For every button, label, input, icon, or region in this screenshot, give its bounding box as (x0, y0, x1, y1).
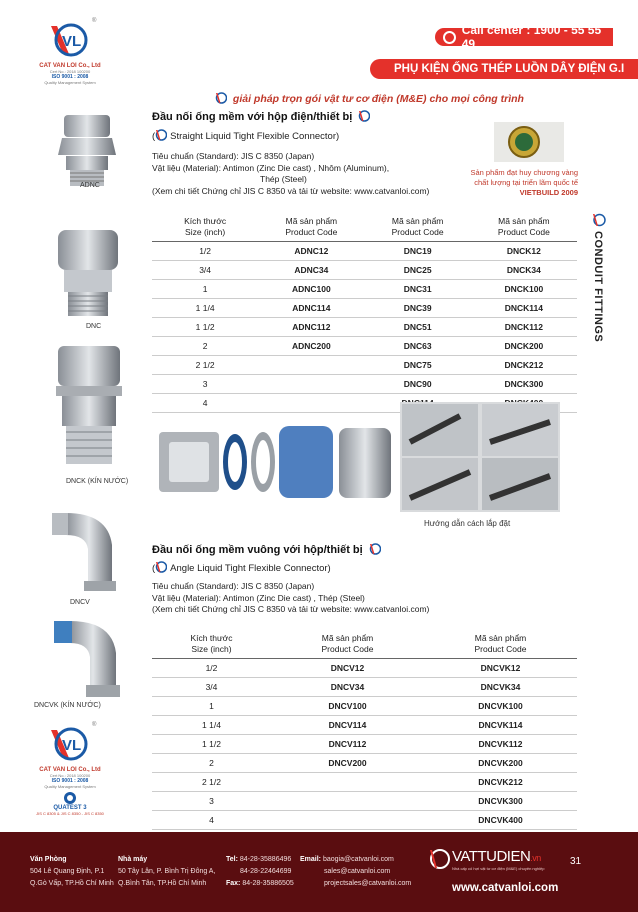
size-cell: 2 1/2 (152, 356, 258, 375)
header-vi: Mã sản phẩm (391, 216, 444, 226)
cvl-mini-logo-icon (369, 543, 381, 555)
dnck-label: DNCK (KÍN NƯỚC) (66, 478, 129, 485)
size-cell: 2 1/2 (152, 773, 271, 792)
table-row (152, 337, 577, 356)
table-body (152, 242, 577, 413)
product-code-cell: DNCVK12 (424, 659, 577, 678)
cert-number: Cert No.: 2018 100200 (49, 773, 91, 778)
cvl-logo-icon (47, 18, 93, 58)
registered-mark: ® (92, 18, 97, 24)
product-code-cell (258, 356, 364, 375)
office-address-2: Q.Gò Vấp, TP.Hồ Chí Minh (30, 880, 114, 887)
product-code-cell: DNCVK112 (424, 735, 577, 754)
header-vi: Mã sản phẩm (474, 633, 527, 643)
header-en: Product Code (391, 227, 444, 237)
factory-address-1: 50 Tây Lân, P. Bình Trị Đông A, (118, 868, 216, 875)
cvl-logo-icon (47, 722, 93, 762)
phone-info (226, 854, 294, 890)
size-cell: 1/2 (152, 242, 258, 261)
table-header (365, 213, 471, 242)
table-row (152, 356, 577, 375)
cvl-mini-logo-icon (215, 92, 227, 104)
table-row (152, 659, 577, 678)
product-code-cell: DNCK100 (471, 280, 577, 299)
product-code-cell: ADNC34 (258, 261, 364, 280)
table-row (152, 773, 577, 792)
product-code-cell: ADNC112 (258, 318, 364, 337)
table-row (152, 261, 577, 280)
product-code-cell: DNCVK114 (424, 716, 577, 735)
email-label: Email: (300, 856, 322, 863)
section1-subtitle (152, 129, 339, 142)
product-code-cell: DNC25 (365, 261, 471, 280)
table-header (271, 630, 424, 659)
brand-tagline: Nhà cấp cố hợi vật tư cơ điện (M&E) chuyên nghiệp (452, 866, 545, 871)
header-en: Product Code (321, 644, 374, 654)
product-code-cell: ADNC100 (258, 280, 364, 299)
dncv-label: DNCV (70, 599, 90, 606)
fitting-parts-image (155, 402, 405, 512)
qms-label: Quality Management System (44, 80, 96, 85)
product-code-cell: DNCK114 (471, 299, 577, 318)
product-code-cell (271, 773, 424, 792)
header-en: Product Code (474, 644, 527, 654)
product-code-cell: DNCV114 (271, 716, 424, 735)
spec-material: Vật liệu (Material): Antimon (Zinc Die cast) , Thép (Steel) (152, 592, 365, 603)
adnc-product-image (32, 110, 142, 190)
table-row (152, 735, 577, 754)
award-event: VIETBUILD 2009 (519, 188, 578, 197)
table-header (424, 630, 577, 659)
side-category-label (584, 225, 614, 345)
installation-steps-image (400, 402, 560, 512)
size-cell: 4 (152, 394, 258, 413)
registered-mark: ® (92, 722, 97, 728)
product-code-cell: ADNC12 (258, 242, 364, 261)
size-cell: 1 1/2 (152, 735, 271, 754)
jis-label: JIS C 8305 & JIS C 8350 - JIS C 8350 (36, 811, 104, 816)
dncvk-label: DNCVK (KÍN NƯỚC) (34, 702, 101, 709)
award-medal-image (494, 122, 564, 162)
table-row (152, 716, 577, 735)
table-row (152, 697, 577, 716)
product-code-cell: DNCV112 (271, 735, 424, 754)
company-name: CAT VAN LOI Co., Ltd (39, 767, 101, 773)
side-label-text: CONDUIT FITTINGS (592, 231, 604, 343)
product-code-cell: DNC39 (365, 299, 471, 318)
size-cell: 1 1/4 (152, 716, 271, 735)
header-en: Product Code (497, 227, 550, 237)
cvl-mini-logo-icon (155, 129, 167, 141)
product-code-cell: DNC31 (365, 280, 471, 299)
table-body (152, 659, 577, 830)
product-code-cell (271, 792, 424, 811)
footer (0, 832, 638, 912)
brand-text: VATTUDIEN (452, 848, 531, 865)
section2-subtitle (152, 561, 331, 574)
product-code-cell: ADNC200 (258, 337, 364, 356)
paren-open: ( (152, 563, 156, 574)
product-code-cell: DNCK300 (471, 375, 577, 394)
office-label: Văn Phòng (30, 856, 67, 863)
spec-standard: Tiêu chuẩn (Standard): JIS C 8350 (Japan) (152, 581, 315, 591)
product-code-cell: DNCK112 (471, 318, 577, 337)
cert-number: Cert No.: 2018 100200 (49, 69, 91, 74)
product-code-cell: DNCVK300 (424, 792, 577, 811)
product-code-cell: DNCK12 (471, 242, 577, 261)
size-cell: 2 (152, 337, 258, 356)
cvl-mini-logo-icon (155, 561, 167, 573)
section2-specs (152, 581, 472, 616)
size-cell: 1 (152, 697, 271, 716)
install-caption: Hướng dẫn cách lắp đặt (424, 519, 511, 528)
factory-label: Nhà máy (118, 856, 148, 863)
iso-label: ISO 9001 : 2008 (51, 74, 89, 80)
header-vi: Mã sản phẩm (498, 216, 550, 226)
size-cell: 3/4 (152, 678, 271, 697)
header-en: Size (inch) (191, 644, 232, 654)
phone-icon (443, 31, 456, 44)
brand-name (452, 848, 541, 865)
table-row (152, 242, 577, 261)
tel-2[interactable]: 84-28-22464699 (240, 868, 292, 875)
product-code-cell: DNCVK34 (424, 678, 577, 697)
size-cell: 1/2 (152, 659, 271, 678)
table-row (152, 792, 577, 811)
header-vi: Kích thước (190, 633, 233, 643)
table-row (152, 299, 577, 318)
tel-1[interactable]: 84-28-35886496 (239, 856, 292, 863)
header-vi: Mã sản phẩm (321, 633, 374, 643)
section2-title-en: Angle Liquid Tight Flexible Connector) (170, 563, 331, 574)
quatest-label: QUATEST 3 (53, 805, 87, 811)
size-cell: 1 1/2 (152, 318, 258, 337)
product-code-cell: DNCV200 (271, 754, 424, 773)
dnc-product-image (38, 222, 138, 322)
product-code-cell: DNCVK200 (424, 754, 577, 773)
size-cell: 3/4 (152, 261, 258, 280)
fax-label: Fax: (226, 880, 241, 887)
size-cell: 3 (152, 792, 271, 811)
call-center-text: Call center : 1900 - 55 55 49 (461, 23, 602, 51)
company-name: CAT VAN LOI Co., Ltd (39, 63, 101, 69)
website-link[interactable]: www.catvanloi.com (452, 882, 559, 894)
email-2[interactable]: sales@catvanloi.com (324, 868, 391, 875)
size-cell: 4 (152, 811, 271, 830)
factory-info (118, 854, 215, 890)
company-logo-bottom (30, 722, 110, 816)
product-code-cell: DNC90 (365, 375, 471, 394)
page-number: 31 (570, 856, 582, 867)
table-row (152, 280, 577, 299)
section1-title-en: Straight Liquid Tight Flexible Connector) (170, 131, 340, 142)
table-header (471, 213, 577, 242)
size-cell: 1 1/4 (152, 299, 258, 318)
product-code-cell (271, 811, 424, 830)
cvl-mini-logo-icon (358, 110, 370, 122)
product-code-cell: DNC51 (365, 318, 471, 337)
call-center-bar[interactable] (435, 23, 613, 51)
header-en: Product Code (285, 227, 338, 237)
table-row (152, 678, 577, 697)
email-3[interactable]: projectsales@catvanloi.com (324, 880, 412, 887)
section1-specs (152, 151, 452, 197)
table-header (152, 213, 258, 242)
product-code-cell: DNCV34 (271, 678, 424, 697)
qms-label: Quality Management System (44, 784, 96, 789)
product-code-cell: DNCK212 (471, 356, 577, 375)
tel-label: Tel: (226, 856, 238, 863)
award-caption (460, 168, 578, 198)
product-code-cell: DNCV100 (271, 697, 424, 716)
dnck-product-image (36, 340, 142, 470)
slogan (215, 92, 524, 105)
product-code-cell: DNCVK100 (424, 697, 577, 716)
table-header (152, 630, 271, 659)
header-en: Size (inch) (185, 227, 226, 237)
dnc-label: DNC (86, 323, 102, 330)
product-code-cell: DNC75 (365, 356, 471, 375)
adnc-label: ADNC (80, 182, 100, 189)
paren-open: ( (152, 131, 156, 142)
spec-material-2: Thép (Steel) (260, 174, 307, 184)
dncv-product-image (38, 505, 138, 595)
product-code-cell (258, 375, 364, 394)
section2-title-vi: Đầu nối ống mềm vuông với hộp/thiết bị (152, 544, 363, 556)
section-title-bar: PHỤ KIỆN ỐNG THÉP LUỒN DÂY ĐIỆN G.I (370, 59, 638, 79)
quatest-icon (63, 791, 77, 805)
vattudien-logo-icon (428, 848, 450, 870)
brand-tld: .vn (530, 853, 541, 863)
table-row (152, 754, 577, 773)
header-vi: Mã sản phẩm (285, 216, 338, 226)
factory-address-2: Q.Bình Tân, TP.Hồ Chí Minh (118, 880, 207, 887)
size-cell: 3 (152, 375, 258, 394)
product-table-angle (152, 630, 577, 830)
spec-cert: (Xem chi tiết Chứng chỉ JIS C 8350 và tải từ website: www.catvanloi.com) (152, 604, 430, 614)
dncvk-product-image (40, 615, 140, 700)
table-row (152, 318, 577, 337)
product-code-cell: DNCVK400 (424, 811, 577, 830)
spec-standard: Tiêu chuẩn (Standard): JIS C 8350 (Japan) (152, 151, 315, 161)
email-1[interactable]: baogia@catvanloi.com (322, 856, 394, 863)
table-header (258, 213, 364, 242)
slogan-text: giải pháp trọn gói vật tư cơ điện (M&E) cho mọi công trình (232, 93, 524, 105)
product-code-cell: ADNC114 (258, 299, 364, 318)
product-code-cell: DNCV12 (271, 659, 424, 678)
product-table-straight (152, 213, 577, 413)
section1-title (152, 110, 373, 123)
award-caption-text: Sản phẩm đạt huy chương vàng chất lượng tại triển lãm quốc tế (470, 168, 578, 187)
office-info (30, 854, 114, 890)
product-code-cell: DNCK200 (471, 337, 577, 356)
email-info (300, 854, 411, 890)
header-vi: Kích thước (184, 216, 227, 226)
size-cell: 2 (152, 754, 271, 773)
section1-title-vi: Đầu nối ống mềm với hộp điện/thiết bị (152, 111, 353, 123)
company-logo (30, 18, 110, 85)
table-row (152, 811, 577, 830)
spec-material: Vật liệu (Material): Antimon (Zinc Die cast) , Nhôm (Aluminum), (152, 162, 390, 173)
office-address-1: 504 Lê Quang Định, P.1 (30, 868, 105, 875)
svg-text:VL: VL (62, 737, 82, 754)
section2-title (152, 543, 384, 556)
product-code-cell: DNCK34 (471, 261, 577, 280)
product-code-cell: DNC19 (365, 242, 471, 261)
svg-text:VL: VL (62, 33, 82, 50)
fax-number: 84-28-35886505 (242, 880, 294, 887)
cvl-side-logo-icon (592, 213, 606, 227)
size-cell: 1 (152, 280, 258, 299)
product-code-cell: DNCVK212 (424, 773, 577, 792)
table-row (152, 375, 577, 394)
product-code-cell: DNC63 (365, 337, 471, 356)
iso-label: ISO 9001 : 2008 (51, 778, 89, 784)
spec-cert: (Xem chi tiết Chứng chỉ JIS C 8350 và tải từ website: www.catvanloi.com) (152, 185, 430, 196)
